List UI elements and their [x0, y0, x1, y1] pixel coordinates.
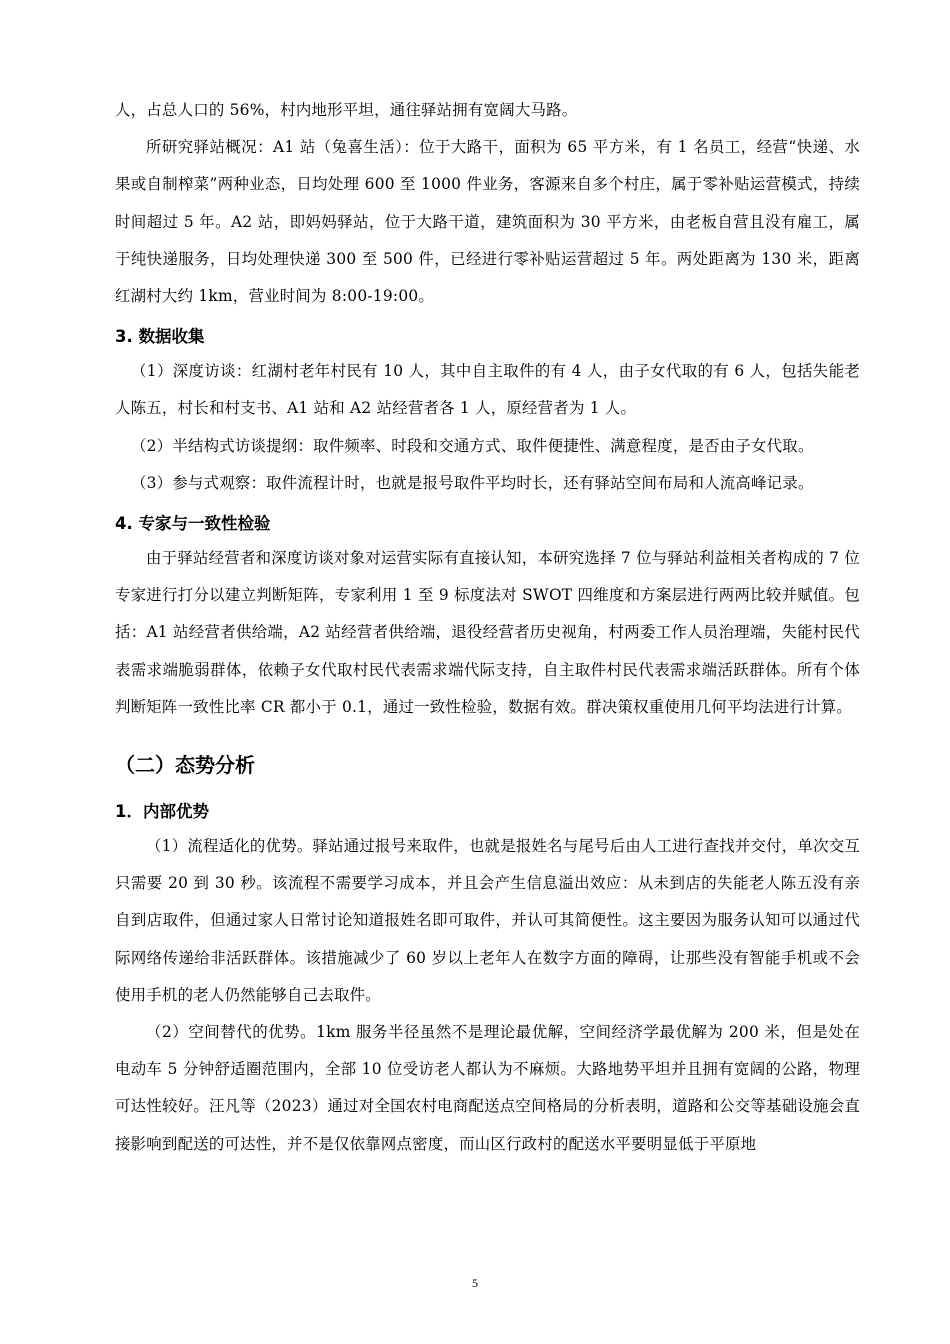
- subsection-heading: 1．内部优势: [115, 802, 209, 822]
- page-number: 5: [472, 1276, 478, 1290]
- paragraph: （3）参与式观察：取件流程计时，也就是报号取件平均时长，还有驿站空间布局和人流高峰记录。: [131, 473, 814, 492]
- body-text: [115, 92, 860, 1163]
- section-heading: （二）态势分析: [115, 753, 255, 778]
- paragraph: 由于驿站经营者和深度访谈对象对运营实际有直接认知，本研究选择 7 位与驿站利益相关者构成的 7 位专家进行打分以建立判断矩阵，专家利用 1 至 9 标度法对 SWOT 四维度和方案层进行两两比较并赋值。包括：A1 站经营者供给端，A2 站经营者供给端，退役经营者历史视角，村两委工作人员治理端，失能村民代表需求端脆弱群体，依赖子女代取村民代表需求端代际支持，自主取件村民代表需求端活跃群体。所有个体判断矩阵一致性比率 CR 都小于 0.1，通过一致性检验，数据有效。群决策权重使用几何平均法进行计算。: [115, 549, 860, 716]
- paragraph: （1）深度访谈：红湖村老年村民有 10 人，其中自主取件的有 4 人，由子女代取的有 6 人，包括失能老人陈五，村长和村支书、A1 站和 A2 站经营者各 1 人，原经营者为 1 人。: [115, 362, 860, 418]
- paragraph: 所研究驿站概况：A1 站（兔喜生活）：位于大路干，面积为 65 平方米，有 1 名员工，经营“快递、水果或自制榨菜”两种业态，日均处理 600 至 1000 件业务，客源来自多个村庄，属于零补贴运营模式，持续时间超过 5 年。A2 站，即妈妈驿站，位于大路干道，建筑面积为 30 平方米，由老板自营且没有雇工，属于纯快递服务，日均处理快递 300 至 500 件，已经进行零补贴运营超过 5 年。两处距离为 130 米，距离红湖村大约 1km，营业时间为 8:00-19:00。: [115, 138, 860, 306]
- subsection-heading: 4. 专家与一致性检验: [115, 514, 271, 534]
- paragraph: （2）空间替代的优势。1km 服务半径虽然不是理论最优解，空间经济学最优解为 200 米，但是处在电动车 5 分钟舒适圈范围内，全部 10 位受访老人都认为不麻烦。大路地势平坦并且拥有宽阔的公路，物理可达性较好。汪凡等（2023）通过对全国农村电商配送点空间格局的分析表明，道路和公交等基础设施会直接影响到配送的可达性，并不是仅依靠网点密度，而山区行政村的配送水平要明显低于平原地: [115, 1023, 860, 1153]
- paragraph: 人，占总人口的 56%，村内地形平坦，通往驿站拥有宽阔大马路。: [115, 101, 578, 119]
- subsection-heading: 3. 数据收集: [115, 327, 205, 347]
- paragraph: （1）流程适化的优势。驿站通过报号来取件，也就是报姓名与尾号后由人工进行查找并交付，单次交互只需要 20 到 30 秒。该流程不需要学习成本，并且会产生信息溢出效应：从未到店的失能老人陈五没有亲自到店取件，但通过家人日常讨论知道报姓名即可取件，并认可其简便性。这主要因为服务认知可以通过代际网络传递给非活跃群体。该措施减少了 60 岁以上老年人在数字方面的障碍，让那些没有智能手机或不会使用手机的老人仍然能够自己去取件。: [115, 837, 860, 1004]
- paragraph: （2）半结构式访谈提纲：取件频率、时段和交通方式、取件便捷性、满意程度，是否由子女代取。: [131, 436, 814, 455]
